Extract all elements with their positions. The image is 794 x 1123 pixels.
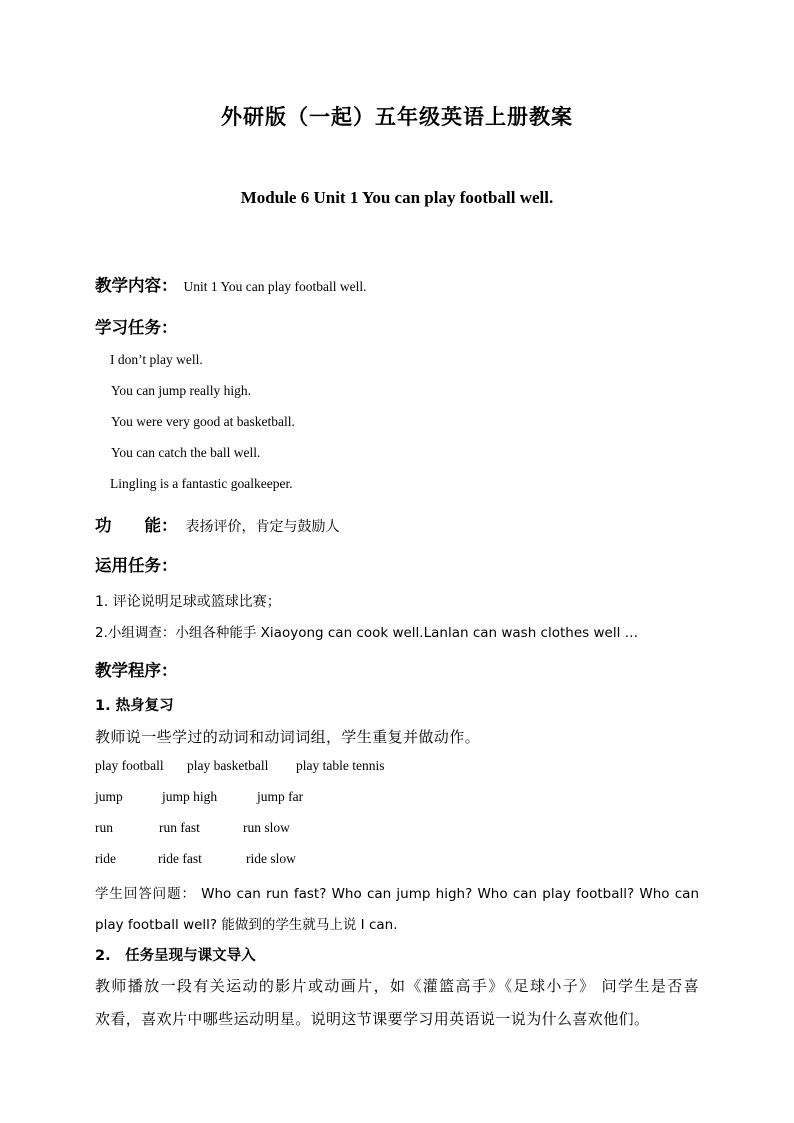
phrase-row-4-col-3: ride slow bbox=[246, 851, 296, 866]
step2-title: 2. 任务呈现与课文导入 bbox=[95, 948, 256, 964]
phrase-row-2-col-3: jump far bbox=[257, 789, 304, 804]
apply-item-1: 1. 评论说明足球或篮球比赛； bbox=[95, 594, 281, 610]
phrase-row-1-col-1: play football bbox=[95, 758, 164, 773]
phrase-row-4-col-2: ride fast bbox=[158, 851, 202, 866]
apply-item-2: 2.小组调查：小组各种能手 Xiaoyong can cook well.Lanlan can wash clothes well … bbox=[95, 625, 639, 641]
apply-label: 运用任务： bbox=[95, 556, 178, 575]
task-item-4: You can catch the ball well. bbox=[111, 445, 261, 460]
content-label: 教学内容： bbox=[95, 276, 178, 295]
document-subtitle: Module 6 Unit 1 You can play football well. bbox=[240, 188, 554, 207]
function-label: 功 能： bbox=[95, 516, 178, 535]
step2-line-2: 欢看，喜欢片中哪些运动明星。说明这节课要学习用英语说一说为什么喜欢他们。 bbox=[95, 1010, 650, 1028]
task-item-2: You can jump really high. bbox=[111, 383, 251, 398]
phrase-row-3-col-3: run slow bbox=[243, 820, 290, 835]
phrase-row-1-col-2: play basketball bbox=[187, 758, 269, 773]
task-item-1: I don’t play well. bbox=[110, 352, 203, 367]
step2-line-1: 教师播放一段有关运动的影片或动画片，如《灌篮高手》《足球小子》 问学生是否喜 bbox=[95, 977, 699, 995]
task-item-3: You were very good at basketball. bbox=[111, 414, 295, 429]
procedure-label: 教学程序： bbox=[95, 661, 178, 680]
step1-intro: 教师说一些学过的动词和动词词组，学生重复并做动作。 bbox=[95, 728, 481, 746]
phrase-row-3-col-1: run bbox=[95, 820, 113, 835]
step1-question-line-1: 学生回答问题： Who can run fast? Who can jump high? Who can play football? Who can bbox=[95, 886, 699, 902]
step1-title: 1. 热身复习 bbox=[95, 698, 174, 714]
function-value: 表扬评价，肯定与鼓励人 bbox=[185, 519, 340, 535]
phrase-row-1-col-3: play table tennis bbox=[296, 758, 385, 773]
function-row bbox=[95, 512, 340, 536]
phrase-row-2-col-2: jump high bbox=[162, 789, 218, 804]
phrase-row-2-col-1: jump bbox=[95, 789, 123, 804]
tasks-label: 学习任务： bbox=[95, 318, 178, 337]
step1-question-line-2: play football well? 能做到的学生就马上说 I can. bbox=[95, 917, 398, 933]
phrase-row-4-col-1: ride bbox=[95, 851, 116, 866]
content-row bbox=[95, 272, 366, 296]
content-value: Unit 1 You can play football well. bbox=[183, 279, 367, 294]
document-title: 外研版（一起）五年级英语上册教案 bbox=[221, 105, 573, 129]
task-item-5: Lingling is a fantastic goalkeeper. bbox=[110, 476, 293, 491]
phrase-row-3-col-2: run fast bbox=[159, 820, 200, 835]
